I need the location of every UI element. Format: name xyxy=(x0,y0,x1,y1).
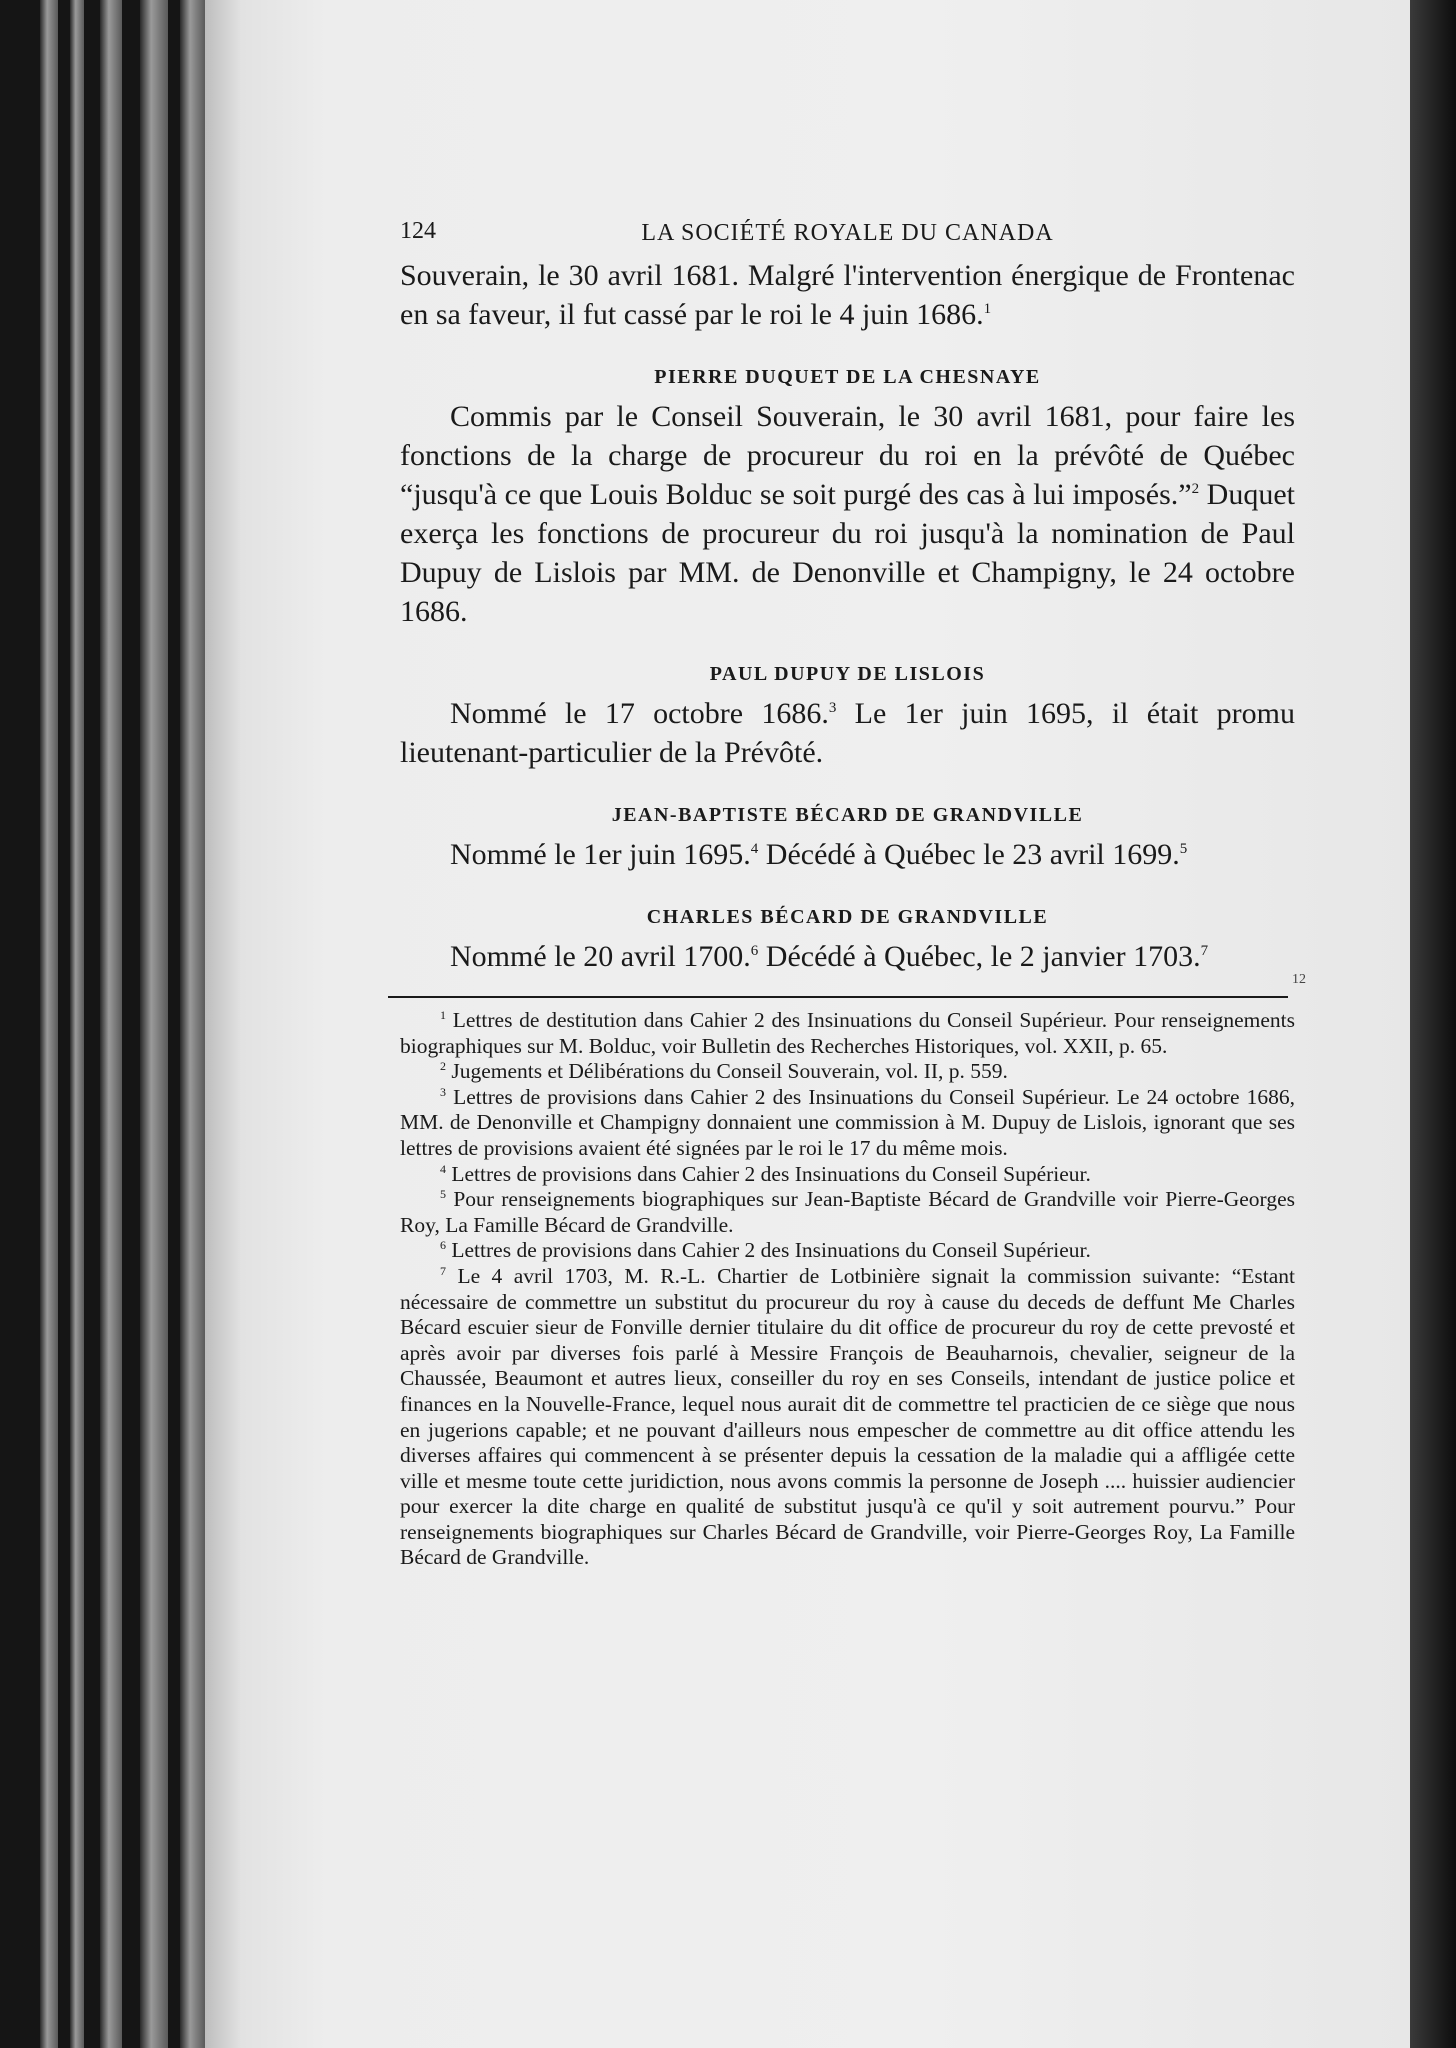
paragraph-text: Le 1er juin 1695, il était promu lieutenant-particulier de la Prévôté. xyxy=(400,697,1295,769)
footnote-text: Pour renseignements biographiques sur Jean-Baptiste Bécard de Grandville voir Pierre-Georges Roy, La Famille Bécard de Grandville. xyxy=(400,1187,1295,1237)
footnote-number: 3 xyxy=(440,1084,446,1099)
paragraph-text: Nommé le 20 avril 1700. xyxy=(450,940,751,973)
paragraph-text: Nommé le 1er juin 1695. xyxy=(450,838,751,871)
page-edge xyxy=(100,0,122,2048)
section-paragraph xyxy=(400,937,1295,976)
page-edge xyxy=(40,0,58,2048)
section-heading: JEAN-BAPTISTE BÉCARD DE GRANDVILLE xyxy=(611,804,1084,826)
page-edge xyxy=(140,0,168,2048)
footnote-text: Le 4 avril 1703, M. R.-L. Chartier de Lotbinière signait la commission suivante: “Estant nécessaire de commettre un substitut du procureur du roy à cause du deceds de deffunt Me Charles Bécard escuier sieur de Fonville dernier titulaire du dit office de procureur du roy de cette prevosté et après avoir par diverses fois parlé à Messire François de Beauharnois, chevalier, seigneur de la Chaussée, Beaumont et autres lieux, conseiller du roy en ses Conseils, intendant de justice police et finances en la Nouvelle-France, lequel nous aurait dit de commettre tel practicien de ce siège que nous en jugerions capable; et ne pouvant d'ailleurs nous empescher de commettre au dit office attendu les diverses affaires qui commencent à se présenter depuis la cessation de la maladie qui a affligée cette ville et mesme toute cette juridiction, nous avons commis la personne de Joseph .... huissier audiencier pour exercer la dite charge en qualité de substitut jusqu'à ce qu'il y soit autrement pourvu.” Pour renseignements biographiques sur Charles Bécard de Grandville, voir Pierre-Georges Roy, La Famille Bécard de Grandville. xyxy=(400,1263,1296,1570)
footnote-number: 6 xyxy=(440,1238,446,1253)
footnote-text: Jugements et Délibérations du Conseil Souverain, vol. II, p. 559. xyxy=(451,1059,1008,1084)
paragraph-text: Commis par le Conseil Souverain, le 30 avril 1681, pour faire les fonctions de la charge de procureur du roi en la prévôté de Québec “jusqu'à ce que Louis Bolduc se soit purgé des cas à lui imposés.” xyxy=(400,400,1295,511)
footnote-text: Lettres de destitution dans Cahier 2 des Insinuations du Conseil Supérieur. Pour renseignements biographiques sur M. Bolduc, voir Bulletin des Recherches Historiques, vol. XXII, p. 65. xyxy=(400,1008,1295,1058)
footnote-ref: 6 xyxy=(750,943,759,959)
section-heading: PIERRE DUQUET DE LA CHESNAYE xyxy=(654,366,1041,388)
page-content xyxy=(400,208,1295,1571)
footnote-ref: 3 xyxy=(828,700,837,716)
footnote xyxy=(400,1238,1295,1264)
paragraph-text: Souverain, le 30 avril 1681. Malgré l'intervention énergique de Frontenac en sa faveur, il fut cassé par le roi le 4 juin 1686. xyxy=(400,259,1295,331)
section-heading: PAUL DUPUY DE LISLOIS xyxy=(709,663,986,685)
paragraph-text: Duquet exerça les fonctions de procureur du roi jusqu'à la nomination de Paul Dupuy de Lislois par MM. de Denonville et Champigny, le 24 octobre 1686. xyxy=(400,478,1295,628)
footnote-number: 4 xyxy=(440,1161,446,1176)
footnote-ref: 1 xyxy=(983,301,992,317)
margin-mark: 12 xyxy=(1292,972,1306,987)
footnote-text: Lettres de provisions dans Cahier 2 des Insinuations du Conseil Supérieur. xyxy=(451,1161,1091,1186)
footnote xyxy=(400,1085,1295,1162)
footnote xyxy=(400,1264,1295,1571)
footnote-number: 1 xyxy=(440,1007,446,1022)
footnote-text: Lettres de provisions dans Cahier 2 des Insinuations du Conseil Supérieur. Le 24 octobre 1686, MM. de Denonville et Champigny donnaient une commission à M. Dupuy de Lislois, ignorant que ses lettres de provisions avaient été signées par le roi le 17 du même mois. xyxy=(400,1084,1296,1160)
footnote xyxy=(400,1162,1295,1188)
footnote xyxy=(400,1008,1295,1059)
intro-paragraph xyxy=(400,256,1295,334)
footnote-number: 5 xyxy=(440,1187,446,1201)
footnote-ref: 2 xyxy=(1191,481,1200,497)
footnote-number: 7 xyxy=(440,1263,446,1278)
footnote xyxy=(400,1059,1295,1085)
page-number: 124 xyxy=(400,218,436,244)
paragraph-text: Décédé à Québec, le 2 janvier 1703. xyxy=(758,940,1201,973)
footnote-number: 2 xyxy=(440,1059,446,1074)
section-paragraph xyxy=(400,694,1295,772)
footnote-rule xyxy=(388,996,1288,998)
paragraph-text: Nommé le 17 octobre 1686. xyxy=(450,697,829,730)
page-edge xyxy=(70,0,84,2048)
paragraph-text: Décédé à Québec le 23 avril 1699. xyxy=(758,838,1180,871)
footnotes xyxy=(400,1008,1295,1571)
footnote-ref: 4 xyxy=(750,841,759,857)
running-head xyxy=(400,208,1295,248)
running-title: LA SOCIÉTÉ ROYALE DU CANADA xyxy=(641,220,1054,246)
footnote-ref: 7 xyxy=(1200,943,1209,959)
footnote-ref: 5 xyxy=(1179,841,1188,857)
footnote xyxy=(400,1187,1295,1238)
section-heading: CHARLES BÉCARD DE GRANDVILLE xyxy=(646,906,1049,928)
section-paragraph xyxy=(400,397,1295,631)
section-paragraph xyxy=(400,835,1295,874)
footnote-text: Lettres de provisions dans Cahier 2 des Insinuations du Conseil Supérieur. xyxy=(451,1238,1091,1263)
page-edge xyxy=(180,0,205,2048)
page-gutter-shadow xyxy=(1410,0,1456,2048)
